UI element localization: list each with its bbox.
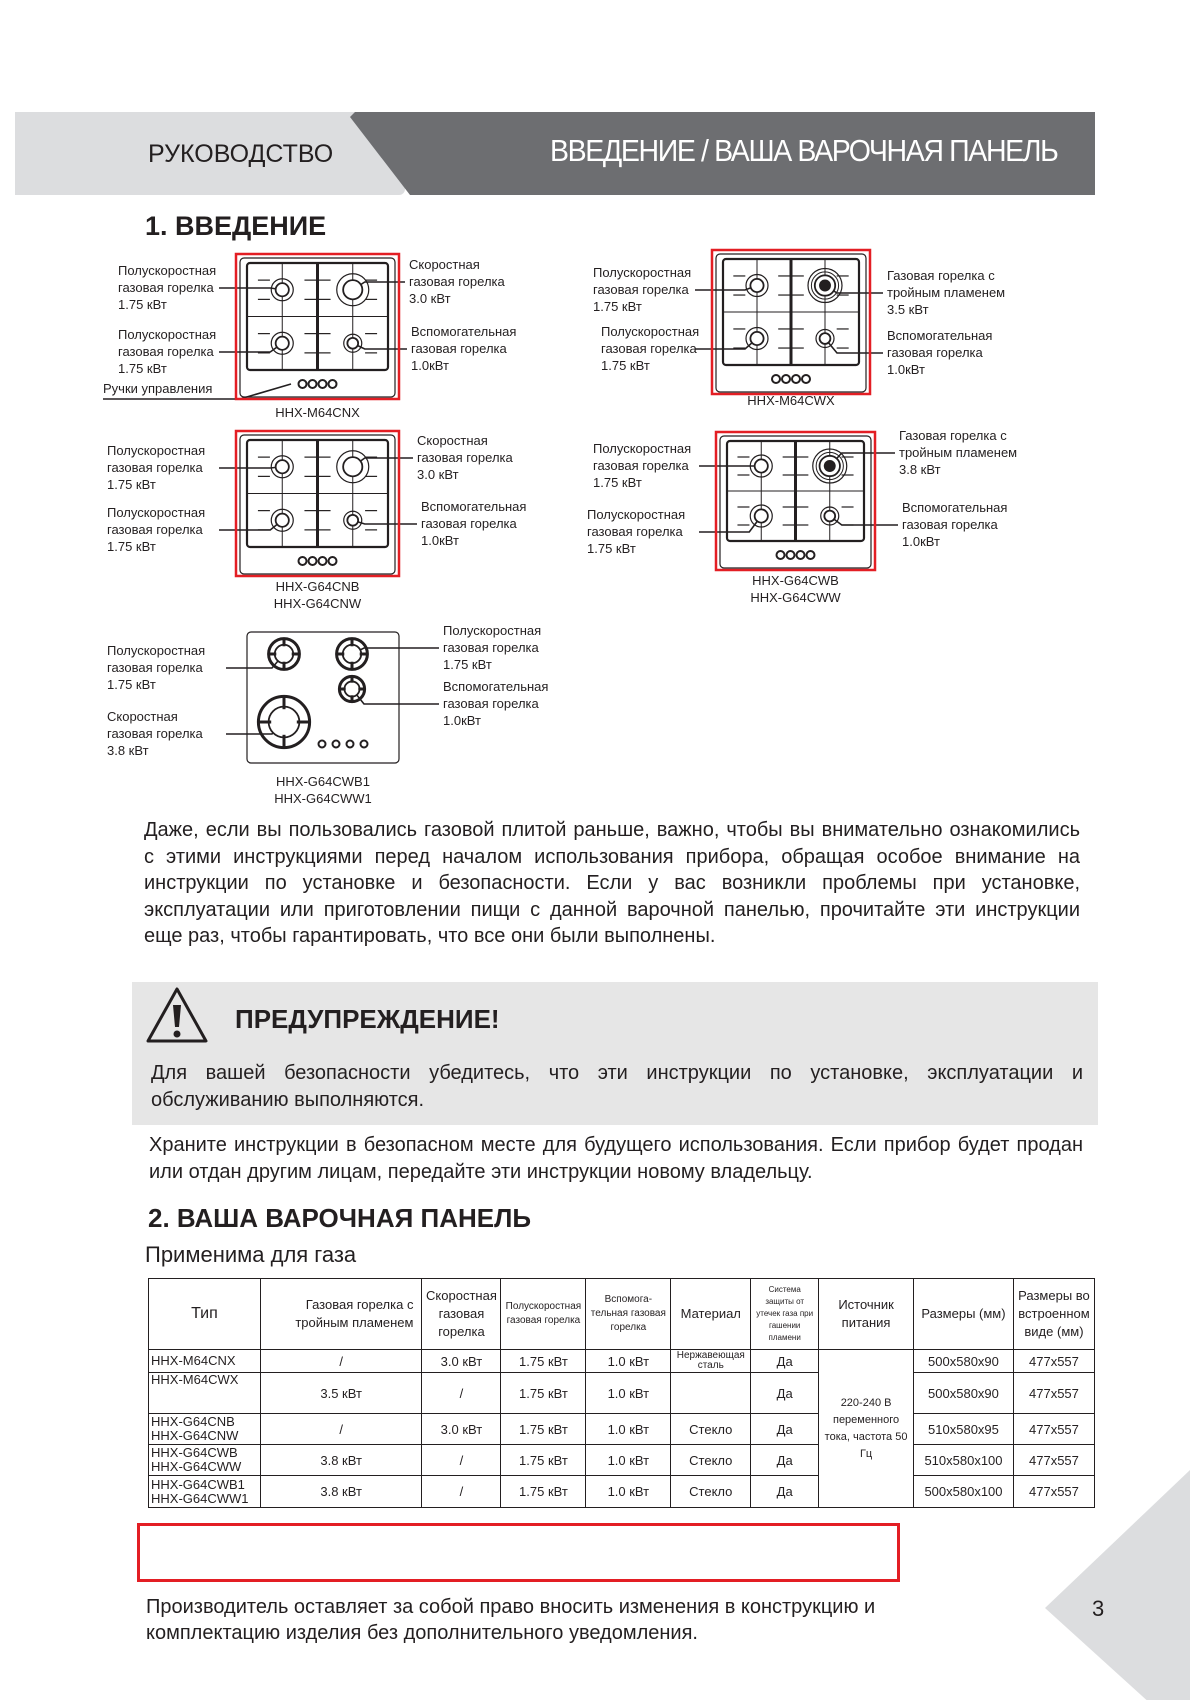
cell-material: Стекло (671, 1445, 751, 1476)
cell-rapid: / (422, 1476, 501, 1508)
col-aux: Вспомога-тельная газовая горелка (586, 1279, 671, 1350)
cell-aux: 1.0 кВт (586, 1445, 671, 1476)
label-line: газовая горелка (593, 281, 689, 297)
label-line: 1.75 кВт (118, 360, 167, 376)
cell-protection: Да (751, 1373, 819, 1414)
cell-type (149, 1373, 261, 1414)
table-header-row (149, 1279, 1095, 1350)
label-line: 1.75 кВт (107, 676, 156, 692)
control-knob-icon (319, 557, 327, 565)
label-right-bottom-burner (411, 324, 516, 374)
hob-diagram-m64cnx (235, 253, 400, 400)
label-line: 1.0кВт (443, 712, 481, 728)
label-line: Газовая горелка с (899, 428, 1007, 443)
table-row (149, 1350, 1095, 1373)
section-2-title: 2. ВАША ВАРОЧНАЯ ПАНЕЛЬ (148, 1203, 532, 1233)
cell-aux: 1.0 кВт (586, 1350, 671, 1373)
model-name: HHX-G64CWB (752, 573, 839, 588)
cell-protection: Да (751, 1445, 819, 1476)
model-name: HHX-M64CWX (747, 393, 835, 408)
control-knob-icon (319, 741, 326, 748)
label-line: газовая горелка (411, 340, 507, 356)
label-left-bottom-burner (107, 505, 205, 555)
label-left-bottom-burner (107, 709, 203, 759)
label-line: 1.0кВт (902, 533, 940, 549)
label-right-top-burner (899, 428, 1017, 478)
page-number: 3 (1092, 1596, 1105, 1621)
control-knob-icon (309, 380, 317, 388)
label-right-bottom-burner (443, 679, 548, 729)
model-name: HHX-G64CWW1 (274, 790, 372, 806)
col-type: Тип (149, 1279, 261, 1350)
cell-built-in: 477x557 (1013, 1373, 1094, 1414)
control-knob-icon (347, 741, 354, 748)
burner-icon (257, 695, 311, 749)
label-line: газовая горелка (601, 340, 697, 356)
col-protection: Система защиты от утечек газа при гашении пламени (751, 1279, 819, 1350)
label-line: газовая горелка (118, 279, 214, 295)
label-line: газовая горелка (587, 523, 683, 539)
label-right-bottom-burner (421, 499, 526, 549)
label-line: Полускоростная (118, 327, 217, 342)
cell-protection: Да (751, 1414, 819, 1445)
control-knob-icon (772, 375, 780, 383)
model-name: HHX-G64CWB1 (276, 774, 370, 789)
header-section-label: РУКОВОДСТВО (148, 140, 334, 168)
label-line: 3.8 кВт (107, 742, 149, 758)
cell-built-in: 477x557 (1013, 1350, 1094, 1373)
burner-icon (821, 507, 839, 525)
label-line: 1.75 кВт (443, 656, 492, 672)
label-right-top-burner (409, 257, 505, 307)
cell-semi: 1.75 кВт (501, 1445, 586, 1476)
label-line: 1.75 кВт (601, 357, 650, 373)
col-power: Источник питания (819, 1279, 914, 1350)
footer-line-2: комплектацию изделия без дополнительного уведомления. (146, 1622, 698, 1644)
model-name: HHX-M64CWX (151, 1372, 239, 1387)
col-rapid: Скоростная газовая горелка (422, 1279, 501, 1350)
burner-icon (339, 676, 365, 702)
control-knob-icon (319, 380, 327, 388)
cell-dims: 500x580x90 (914, 1373, 1014, 1414)
control-knob-icon (299, 557, 307, 565)
label-line: газовая горелка (107, 521, 203, 537)
label-left-bottom-burner (118, 327, 216, 377)
cell-triple: / (260, 1350, 422, 1373)
label-line: Скоростная (107, 709, 178, 724)
label-line: 3.0 кВт (417, 466, 459, 482)
cell-built-in: 477x557 (1013, 1476, 1094, 1508)
specs-table (148, 1278, 1095, 1508)
burner-icon (336, 638, 368, 670)
control-knob-icon (792, 375, 800, 383)
model-name: HHX-G64CWW1 (151, 1490, 249, 1506)
label-line: Полускоростная (107, 443, 206, 458)
label-line: 1.75 кВт (593, 474, 642, 490)
model-name: HHX-G64CWW (151, 1459, 242, 1474)
cell-aux: 1.0 кВт (586, 1476, 671, 1508)
control-knob-icon (309, 557, 317, 565)
label-line: тройным пламенем (899, 444, 1018, 460)
cell-triple: / (260, 1414, 422, 1445)
control-knob-icon (329, 380, 337, 388)
model-name: HHX-G64CWB1 (151, 1476, 245, 1492)
label-line: 1.75 кВт (118, 296, 167, 312)
burner-icon (816, 330, 834, 348)
label-left-top-burner (593, 441, 691, 491)
header-page-title: ВВЕДЕНИЕ / ВАША ВАРОЧНАЯ ПАНЕЛЬ (550, 133, 1058, 168)
cell-semi: 1.75 кВт (501, 1350, 586, 1373)
cell-aux: 1.0 кВт (586, 1373, 671, 1414)
label-right-top-burner (417, 433, 513, 483)
label-line: Вспомогательная (421, 499, 527, 514)
label-line: 1.75 кВт (593, 298, 642, 314)
model-name: HHX-G64CNW (151, 1428, 239, 1443)
col-material: Материал (671, 1279, 751, 1350)
label-line: Полускоростная (107, 643, 206, 658)
cell-dims: 500x580x90 (914, 1350, 1014, 1373)
cell-power: 220-240 В переменного тока, частота 50 Гц (819, 1350, 914, 1508)
label-line: газовая горелка (107, 725, 203, 741)
table-row (149, 1445, 1095, 1476)
label-line: 1.75 кВт (107, 476, 156, 492)
label-left-top-burner (593, 265, 691, 315)
label-line: 1.0кВт (421, 532, 459, 548)
cell-material: Нержавеющая сталь (671, 1350, 751, 1373)
label-line: Вспомогательная (443, 679, 549, 694)
label-line: газовая горелка (118, 343, 214, 359)
label-line: газовая горелка (593, 457, 689, 473)
label-line: газовая горелка (421, 515, 517, 531)
cell-rapid: / (422, 1373, 501, 1414)
label-line: 1.75 кВт (587, 540, 636, 556)
model-name: HHX-G64CNW (273, 595, 362, 611)
label-left-bottom-burner (601, 324, 699, 374)
label-line: Полускоростная (587, 507, 686, 522)
label-line: Полускоростная (107, 505, 206, 520)
control-knob-icon (777, 551, 785, 559)
cell-rapid: 3.0 кВт (422, 1414, 501, 1445)
warning-icon (145, 985, 210, 1047)
warning-text: Для вашей безопасности убедитесь, что эти инструкции по установке, эксплуатации и обслуживанию выполняются. (151, 1062, 1083, 1111)
cell-material (671, 1373, 751, 1414)
highlight-box (137, 1523, 900, 1582)
label-line: газовая горелка (887, 344, 983, 360)
section-2-subtitle: Применима для газа (145, 1242, 357, 1267)
cell-material: Стекло (671, 1476, 751, 1508)
label-line: тройным пламенем (887, 284, 1006, 300)
label-right-top-burner (887, 268, 1005, 318)
model-label (716, 573, 876, 606)
col-dims: Размеры (мм) (914, 1279, 1014, 1350)
cell-triple: 3.8 кВт (260, 1476, 422, 1508)
label-left-top-burner (107, 443, 205, 493)
label-line: 3.0 кВт (409, 290, 451, 306)
control-knob-icon (333, 741, 340, 748)
label-line: 3.8 кВт (899, 461, 941, 477)
model-name: HHX-G64CWB (151, 1445, 238, 1460)
section-1-title: 1. ВВЕДЕНИЕ (145, 211, 327, 241)
cell-type (149, 1350, 261, 1373)
label-line: Скоростная (409, 257, 480, 272)
control-knob-icon (797, 551, 805, 559)
footer-line-1: Производитель оставляет за собой право вносить изменения в конструкцию и (146, 1596, 876, 1618)
model-name: HHX-G64CNB (151, 1414, 235, 1429)
cell-dims: 510x580x95 (914, 1414, 1014, 1445)
label-line: Вспомогательная (887, 328, 993, 343)
label-right-bottom-burner (902, 500, 1007, 550)
hob-diagram-m64cwx (711, 249, 871, 395)
label-line: газовая горелка (902, 516, 998, 532)
col-semi: Полускоростная газовая горелка (501, 1279, 586, 1350)
control-knob-icon (802, 375, 810, 383)
col-triple: Газовая горелка с тройным пламенем (260, 1279, 422, 1350)
cell-semi: 1.75 кВт (501, 1476, 586, 1508)
label-line: газовая горелка (443, 639, 539, 655)
cell-aux: 1.0 кВт (586, 1414, 671, 1445)
label-line: 1.0кВт (411, 357, 449, 373)
cell-protection: Да (751, 1476, 819, 1508)
control-knob-icon (782, 375, 790, 383)
model-name: HHX-M64CNX (151, 1353, 236, 1368)
cell-rapid: / (422, 1445, 501, 1476)
label-line: Полускоростная (443, 623, 542, 638)
hob-diagram-g64cnb (235, 430, 400, 577)
cell-dims: 510x580x100 (914, 1445, 1014, 1476)
cell-built-in: 477x557 (1013, 1445, 1094, 1476)
control-knob-icon (361, 741, 368, 748)
cell-semi: 1.75 кВт (501, 1373, 586, 1414)
label-line: Полускоростная (593, 265, 692, 280)
cell-built-in: 477x557 (1013, 1414, 1094, 1445)
cell-rapid: 3.0 кВт (422, 1350, 501, 1373)
label-line: Скоростная (417, 433, 488, 448)
label-line: 1.0кВт (887, 361, 925, 377)
label-line: Газовая горелка с (887, 268, 995, 283)
control-knob-icon (329, 557, 337, 565)
cell-triple: 3.8 кВт (260, 1445, 422, 1476)
intro-paragraph: Даже, если вы пользовались газовой плитой раньше, важно, чтобы вы внимательно ознакомились с этими инструкциями перед началом использования прибора, обращая особое внимание на инструкции по установке и безопасности. Если у вас возникли проблемы при установке, эксплуатации или приготовлении пищи с данной варочной панелью, прочитайте эти инструкции еще раз, чтобы гарантировать, что все они были выполнены. (144, 819, 1080, 947)
label-line: газовая горелка (409, 273, 505, 289)
cell-semi: 1.75 кВт (501, 1414, 586, 1445)
burner-icon (344, 511, 362, 529)
model-label (243, 774, 403, 807)
label-line: Полускоростная (593, 441, 692, 456)
burner-icon (268, 638, 300, 670)
cell-protection: Да (751, 1350, 819, 1373)
control-knob-icon (299, 380, 307, 388)
footer-notice (146, 1594, 875, 1646)
cell-type (149, 1445, 261, 1476)
table-row (149, 1373, 1095, 1414)
cell-dims: 500x580x100 (914, 1476, 1014, 1508)
label-line: газовая горелка (107, 459, 203, 475)
label-line: газовая горелка (417, 449, 513, 465)
label-line: газовая горелка (107, 659, 203, 675)
label-line: газовая горелка (443, 695, 539, 711)
warning-title: ПРЕДУПРЕЖДЕНИЕ! (235, 1004, 500, 1034)
control-knob-icon (787, 551, 795, 559)
cell-type (149, 1476, 261, 1508)
label-line: Вспомогательная (411, 324, 517, 339)
keep-instructions-text: Храните инструкции в безопасном месте для будущего использования. Если прибор будет продан или отдан другим лицам, передайте эти инструкции новому владельцу. (149, 1134, 1083, 1183)
cell-type (149, 1414, 261, 1445)
label-left-top-burner (107, 643, 205, 693)
label-control-knobs: Ручки управления (103, 381, 213, 396)
label-left-top-burner (118, 263, 216, 313)
cell-material: Стекло (671, 1414, 751, 1445)
label-line: 3.5 кВт (887, 301, 929, 317)
label-line: Полускоростная (118, 263, 217, 278)
label-right-top-burner (443, 623, 541, 673)
table-row (149, 1414, 1095, 1445)
hob-diagram-g64cwb1 (242, 627, 404, 766)
table-row (149, 1476, 1095, 1508)
label-line: 1.75 кВт (107, 538, 156, 554)
model-label (238, 579, 398, 612)
model-name: HHX-M64CNX (275, 405, 360, 420)
hob-diagram-g64cwb (715, 431, 876, 571)
model-name: HHX-G64CWW (750, 589, 841, 605)
label-line: Вспомогательная (902, 500, 1008, 515)
model-name: HHX-G64CNB (275, 579, 360, 594)
label-left-bottom-burner (587, 507, 685, 557)
col-built-in: Размеры во встроенном виде (мм) (1013, 1279, 1094, 1350)
burner-icon (344, 334, 362, 352)
model-label (711, 393, 871, 410)
model-label (238, 405, 398, 422)
label-line: Полускоростная (601, 324, 700, 339)
control-knob-icon (807, 551, 815, 559)
cell-triple: 3.5 кВт (260, 1373, 422, 1414)
label-right-bottom-burner (887, 328, 992, 378)
